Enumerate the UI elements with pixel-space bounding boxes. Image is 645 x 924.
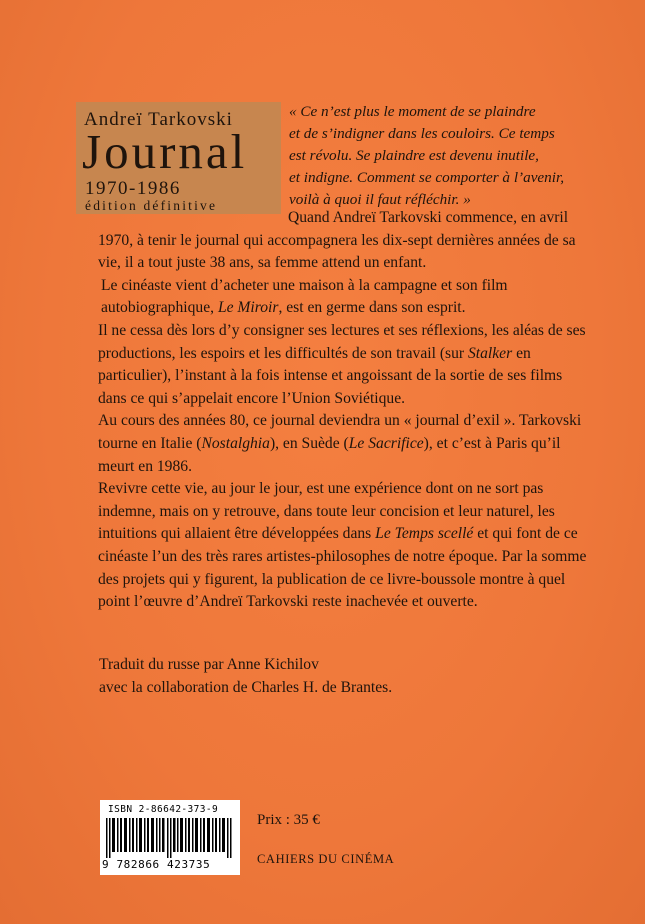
blurb-paragraph-4: Au cours des années 80, ce journal deviendra un « journal d’exil ». Tarkovski tourne en Italie (Nostalghia), en Suède (Le Sacrifice), et c’est à Paris qu’il meurt en 1986. (98, 412, 582, 475)
quote-line: « Ce n’est plus le moment de se plaindre (289, 103, 536, 120)
price-label: Prix : 35 € (257, 812, 320, 828)
edition-label: édition définitive (85, 198, 218, 213)
collaboration-line: avec la collaboration de Charles H. de Brantes. (99, 679, 393, 696)
isbn-label: ISBN 2-86642-373-9 (108, 804, 219, 815)
book-years: 1970-1986 (85, 178, 181, 199)
quote-line: est révolu. Se plaindre est devenu inutile, (289, 147, 539, 164)
publisher-name: CAHIERS DU CINÉMA (257, 852, 395, 866)
ean-number: 9 782866 423735 (102, 858, 211, 871)
quote-line: voilà à quoi il faut réfléchir. » (289, 191, 471, 208)
epigraph-quote (289, 101, 589, 211)
book-title: Journal (82, 124, 248, 179)
blurb-paragraph-3: Il ne cessa dès lors d’y consigner ses lectures et ses réflexions, les aléas de ses productions, les espoirs et les difficultés de son travail (sur Stalker en particulier), l’instant à la fois intense et angoissant de la sortie de ses films dans ce qui s’appelait encore l’Union Soviétique. (98, 321, 586, 407)
barcode-icon (106, 818, 234, 858)
blurb-text (98, 207, 588, 614)
blurb-paragraph-2: Le cinéaste vient d’acheter une maison à la campagne et son film autobiographique, Le Miroir, est en germe dans son esprit. (101, 276, 508, 317)
barcode-sticker (100, 800, 240, 875)
blurb-paragraph-5: Revivre cette vie, au jour le jour, est une expérience dont on ne sort pas indemne, mais on y retrouve, dans toute leur concision et leur naturel, les intuitions qui allaient être développées dans Le Temps scellé et qui font de ce cinéaste l’un des très rares artistes-philosophes de notre époque. Par la somme des projets qui y figurent, la publication de ce livre-boussole montre à quel point l’œuvre d’Andreï Tarkovski reste inachevée et ouverte. (98, 480, 587, 611)
translator-line: Traduit du russe par Anne Kichilov (99, 656, 319, 673)
quote-line: et de s’indigner dans les couloirs. Ce temps (289, 125, 555, 142)
author-name: Andreï Tarkovski (84, 109, 233, 130)
translation-credits (99, 653, 519, 699)
quote-line: et indigne. Comment se comporter à l’avenir, (289, 169, 565, 186)
blurb-paragraph-1: Quand Andreï Tarkovski commence, en avril 1970, à tenir le journal qui accompagnera les dix-sept dernières années de sa vie, il a tout juste 38 ans, sa femme attend un enfant. (98, 209, 576, 272)
